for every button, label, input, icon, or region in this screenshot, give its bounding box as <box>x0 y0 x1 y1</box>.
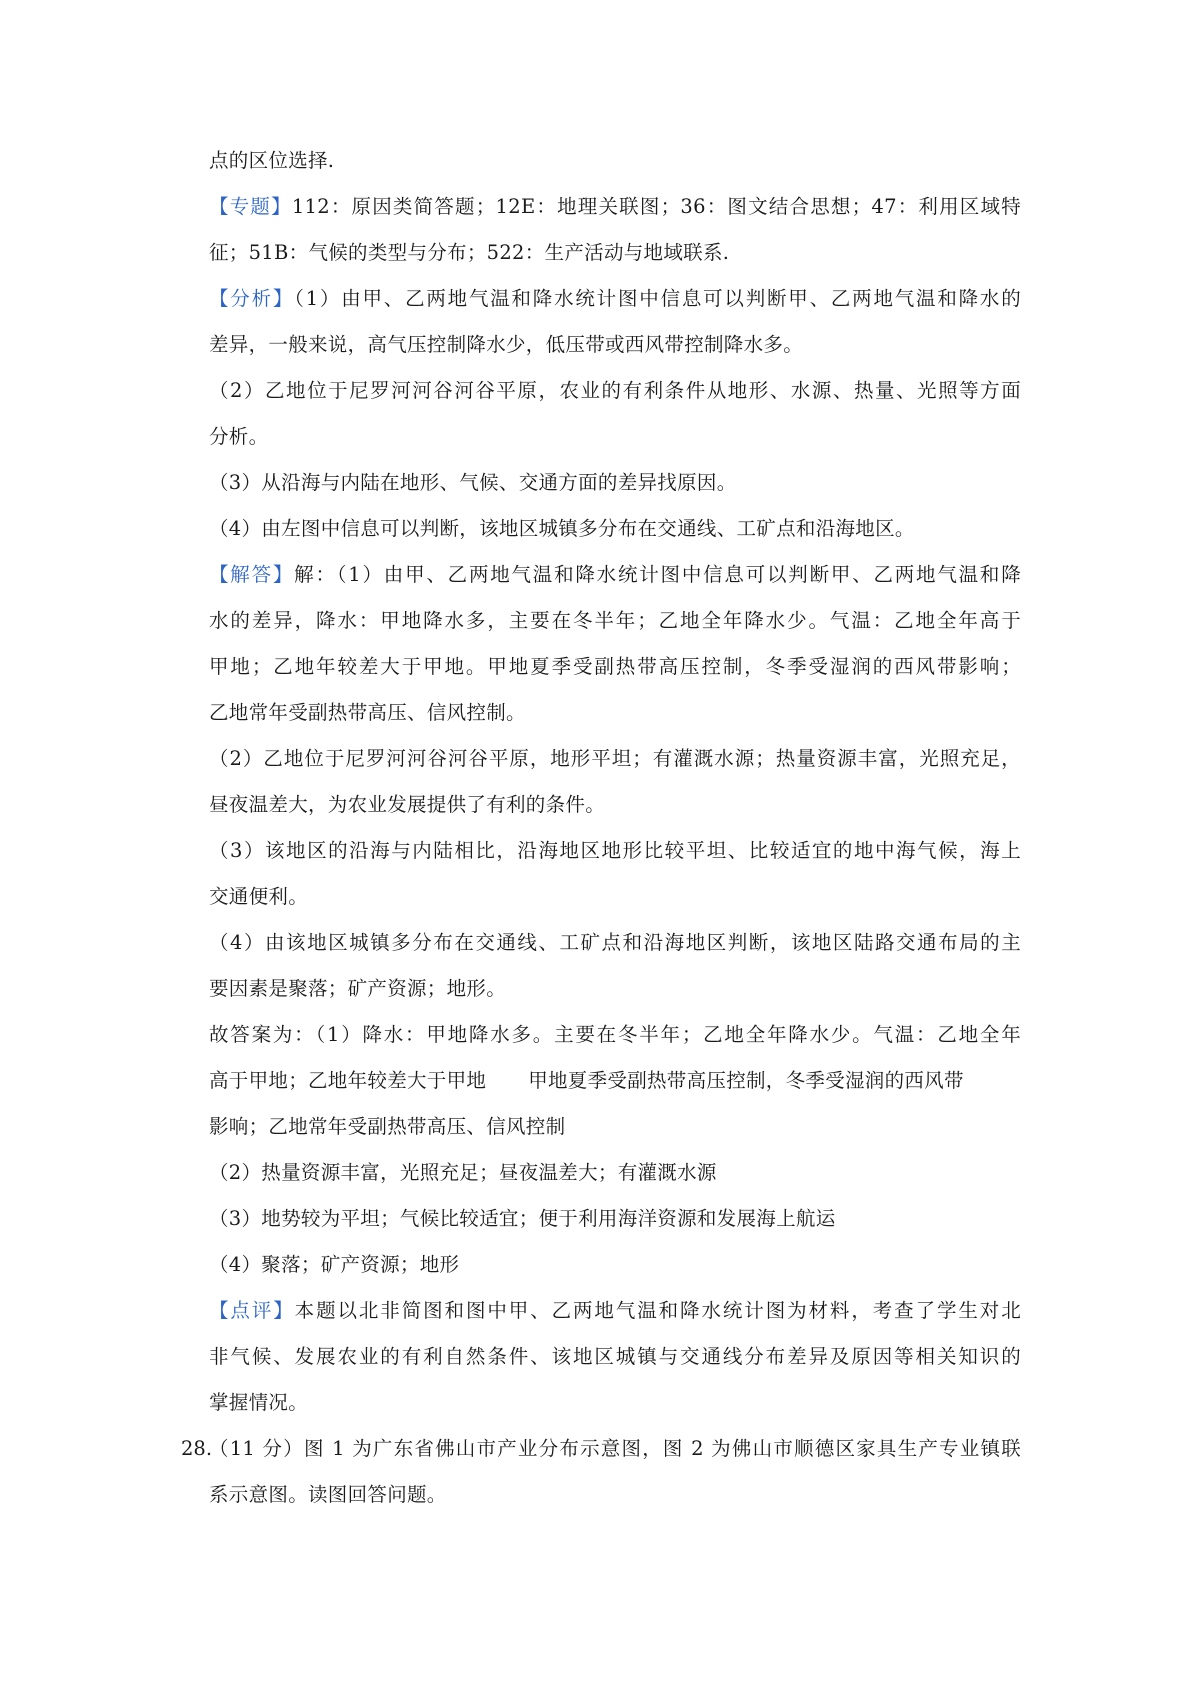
question-line-1: （11 分）图 1 为广东省佛山市产业分布示意图，图 2 为佛山市顺德区家具生产专业镇联 <box>209 1437 1021 1460</box>
analysis-line-2: 差异，一般来说，高气压控制降水少，低压带或西风带控制降水多。 <box>209 333 804 356</box>
special-tag: 【专题】 <box>209 195 292 218</box>
analysis-line-5: （3）从沿海与内陆在地形、气候、交通方面的差异找原因。 <box>209 471 737 494</box>
answer-line-3: 甲地；乙地年较差大于甲地。甲地夏季受副热带高压控制，冬季受湿润的西风带影响； <box>209 655 1021 678</box>
answer-line-14: （2）热量资源丰富，光照充足；昼夜温差大；有灌溉水源 <box>209 1161 717 1184</box>
analysis-line-3: （2）乙地位于尼罗河河谷河谷平原，农业的有利条件从地形、水源、热量、光照等方面 <box>209 379 1021 402</box>
answer-line-2: 水的差异，降水：甲地降水多，主要在冬半年；乙地全年降水少。气温：乙地全年高于 <box>209 609 1021 632</box>
comment-line-3: 掌握情况。 <box>209 1391 309 1414</box>
answer-line-13: 影响；乙地常年受副热带高压、信风控制 <box>209 1115 566 1138</box>
answer-line-12-part-a: 高于甲地；乙地年较差大于甲地 <box>209 1069 487 1092</box>
answer-line-10: 要因素是聚落；矿产资源；地形。 <box>209 977 507 1000</box>
question-number: 28. <box>181 1437 213 1460</box>
analysis-text-1: （1）由甲、乙两地气温和降水统计图中信息可以判断甲、乙两地气温和降水的 <box>294 287 1021 310</box>
answer-line-7: （3）该地区的沿海与内陆相比，沿海地区地形比较平坦、比较适宜的地中海气候，海上 <box>209 839 1021 862</box>
comment-line-2: 非气候、发展农业的有利自然条件、该地区城镇与交通线分布差异及原因等相关知识的 <box>209 1345 1021 1368</box>
analysis-line-6: （4）由左图中信息可以判断，该地区城镇多分布在交通线、工矿点和沿海地区。 <box>209 517 915 540</box>
analysis-line-1 <box>209 285 1021 313</box>
answer-line-8: 交通便利。 <box>209 885 309 908</box>
special-text-1: 112：原因类简答题；12E：地理关联图；36：图文结合思想；47：利用区域特 <box>291 195 1022 218</box>
answer-line-4: 乙地常年受副热带高压、信风控制。 <box>209 701 526 724</box>
comment-text-1: 本题以北非简图和图中甲、乙两地气温和降水统计图为材料，考查了学生对北 <box>294 1299 1022 1322</box>
special-line-1 <box>209 193 1021 221</box>
answer-line-1 <box>209 561 1021 589</box>
answer-text-1: 解：（1）由甲、乙两地气温和降水统计图中信息可以判断甲、乙两地气温和降 <box>294 563 1021 586</box>
answer-line-5: （2）乙地位于尼罗河河谷河谷平原，地形平坦；有灌溉水源；热量资源丰富，光照充足， <box>209 747 1021 770</box>
special-line-2: 征；51B：气候的类型与分布；522：生产活动与地域联系. <box>209 241 730 264</box>
answer-line-15: （3）地势较为平坦；气候比较适宜；便于利用海洋资源和发展海上航运 <box>209 1207 836 1230</box>
answer-line-9: （4）由该地区城镇多分布在交通线、工矿点和沿海地区判断，该地区陆路交通布局的主 <box>209 931 1021 954</box>
intro-line-1: 点的区位选择. <box>209 149 335 172</box>
comment-line-1 <box>209 1297 1021 1325</box>
answer-line-12 <box>209 1067 964 1095</box>
answer-line-16: （4）聚落；矿产资源；地形 <box>209 1253 460 1276</box>
answer-line-12-part-b: 甲地夏季受副热带高压控制，冬季受湿润的西风带 <box>528 1069 964 1092</box>
question-line-2: 系示意图。读图回答问题。 <box>209 1483 447 1506</box>
analysis-line-4: 分析。 <box>209 425 269 448</box>
answer-line-11: 故答案为：（1）降水：甲地降水多。主要在冬半年；乙地全年降水少。气温：乙地全年 <box>209 1023 1021 1046</box>
analysis-tag: 【分析】 <box>209 287 295 310</box>
answer-line-6: 昼夜温差大，为农业发展提供了有利的条件。 <box>209 793 606 816</box>
comment-tag: 【点评】 <box>209 1299 295 1322</box>
answer-tag: 【解答】 <box>209 563 295 586</box>
